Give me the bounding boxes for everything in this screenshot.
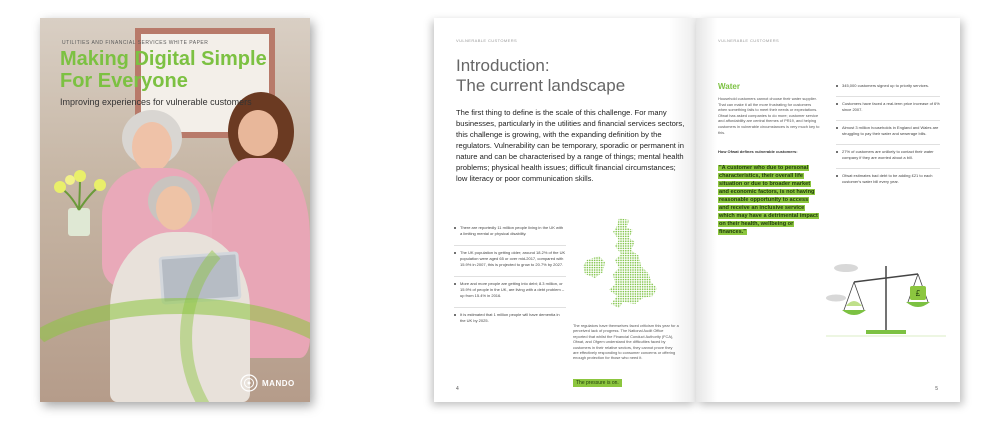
list-item-text: There are reportedly 11 million people living in the UK with a limiting mental or physical disability. bbox=[460, 225, 564, 236]
brand-name: MANDO bbox=[262, 378, 295, 388]
list-item-text: Almost 3 million households in England and Wales are struggling to pay their water and sewerage bills. bbox=[842, 125, 939, 136]
bullet-dot-icon bbox=[836, 175, 838, 177]
uk-map-icon bbox=[579, 216, 669, 316]
running-head: VULNERABLE CUSTOMERS bbox=[456, 38, 518, 43]
bullet-dot-icon bbox=[836, 103, 838, 105]
page-number: 5 bbox=[935, 386, 938, 392]
spread-left-page bbox=[434, 18, 696, 402]
section-heading: Water bbox=[718, 82, 740, 91]
pressure-highlight: The pressure is on. bbox=[573, 379, 622, 387]
statistics-list bbox=[454, 221, 566, 332]
cover-title: Making Digital Simple For Everyone bbox=[60, 48, 267, 92]
spread-right-page bbox=[696, 18, 960, 402]
intro-paragraph: The first thing to define is the scale of this challenge. For many businesses, particularly in the utilities and financial services sectors, this challenge is growing, with the expanding definition by the regulators. Vulnerability can be temporary, sporadic or permanent in nature and can be characterised by a range of things; mental health problems; physical health issues; difficult financial circumstances; low literacy or poor communication skills. bbox=[456, 108, 685, 183]
title-line-1: Introduction: bbox=[456, 56, 550, 75]
brochure-cover bbox=[40, 18, 310, 402]
mando-logo-icon bbox=[240, 374, 258, 392]
water-paragraph: Household customers cannot choose their water supplier. That can make it all the more frustrating for customers when something fails to meet their needs or expectations. Ofwat has asked companies to do more; customer service and affordability are central themes of PR19, and helping customers in vulnerable circumstances is very much key to this. bbox=[718, 96, 820, 135]
list-item bbox=[836, 145, 940, 169]
list-item bbox=[454, 308, 566, 332]
bullet-dot-icon bbox=[836, 85, 838, 87]
seated-woman-face bbox=[156, 186, 192, 230]
list-item bbox=[454, 277, 566, 308]
bullet-dot-icon bbox=[454, 252, 456, 254]
bullet-dot-icon bbox=[454, 283, 456, 285]
bullet-dot-icon bbox=[836, 151, 838, 153]
list-item bbox=[836, 97, 940, 121]
bullet-dot-icon bbox=[454, 314, 456, 316]
list-item bbox=[836, 169, 940, 192]
list-item-text: 27% of customers are unlikely to contact their water company if they are worried about a bill. bbox=[842, 149, 934, 160]
senior-woman-face bbox=[132, 122, 172, 172]
definition-subhead: How Ofwat defines vulnerable customers: bbox=[718, 149, 798, 154]
list-item-text: It is estimated that 1 million people will have dementia in the UK by 2025. bbox=[460, 312, 560, 323]
list-item bbox=[836, 79, 940, 97]
woman-standing-face bbox=[238, 110, 278, 156]
list-item bbox=[454, 221, 566, 246]
running-head: VULNERABLE CUSTOMERS bbox=[718, 38, 780, 43]
ofwat-definition-quote bbox=[718, 164, 818, 236]
title-line-2: The current landscape bbox=[456, 76, 626, 95]
cover-series-label: UTILITIES AND FINANCIAL SERVICES WHITE PAPER bbox=[62, 40, 209, 46]
list-item-text: The UK population is getting older; around 18.2% of the UK population were aged 65 or over mid-2017, compared with 15.9% in 2007, this is projected to grow to 20.7% by 2027. bbox=[460, 250, 566, 267]
page-number: 4 bbox=[456, 386, 459, 392]
list-item-text: 345,000 customers signed up to priority services. bbox=[842, 83, 929, 88]
list-item bbox=[454, 246, 566, 277]
bullet-dot-icon bbox=[836, 127, 838, 129]
list-item-text: Ofwat estimates bad debt to be adding £21 to each customer's water bill every year. bbox=[842, 173, 933, 184]
list-item bbox=[836, 121, 940, 145]
list-item-text: More and more people are getting into debt; 8.3 million, or 15.9% of people in the UK, are living with a debt problem – up from 15.4% in 2016. bbox=[460, 281, 565, 298]
quote-text: "A customer who due to personal characteristics, their overall life situation or due to broader market and economic factors, is not having reasonable opportunity to access and receive an inclusive service which may have a detrimental impact on their health, wellbeing or finances." bbox=[719, 165, 818, 235]
balance-scales-icon bbox=[826, 256, 946, 346]
bullet-dot-icon bbox=[454, 227, 456, 229]
page-title bbox=[456, 56, 625, 96]
water-facts-list bbox=[836, 79, 940, 192]
brand-logo bbox=[240, 374, 295, 392]
cover-subtitle: Improving experiences for vulnerable customers bbox=[60, 97, 252, 107]
flower-plant-icon bbox=[50, 168, 110, 238]
list-item-text: Customers have faced a real-term price increase of 6% since 2007. bbox=[842, 101, 940, 112]
svg-text:£: £ bbox=[915, 289, 921, 298]
regulators-paragraph: The regulators have themselves faced criticism this year for a perceived lack of progress. The National Audit Office reported that whilst the Financial Conduct Authority (FCA), Ofwat, and Ofgem understand the difficulties faced by customers in their relative sectors, they cannot prove they are effectively responding to consumer concerns or offering enough protection for those who need it. bbox=[573, 323, 679, 361]
